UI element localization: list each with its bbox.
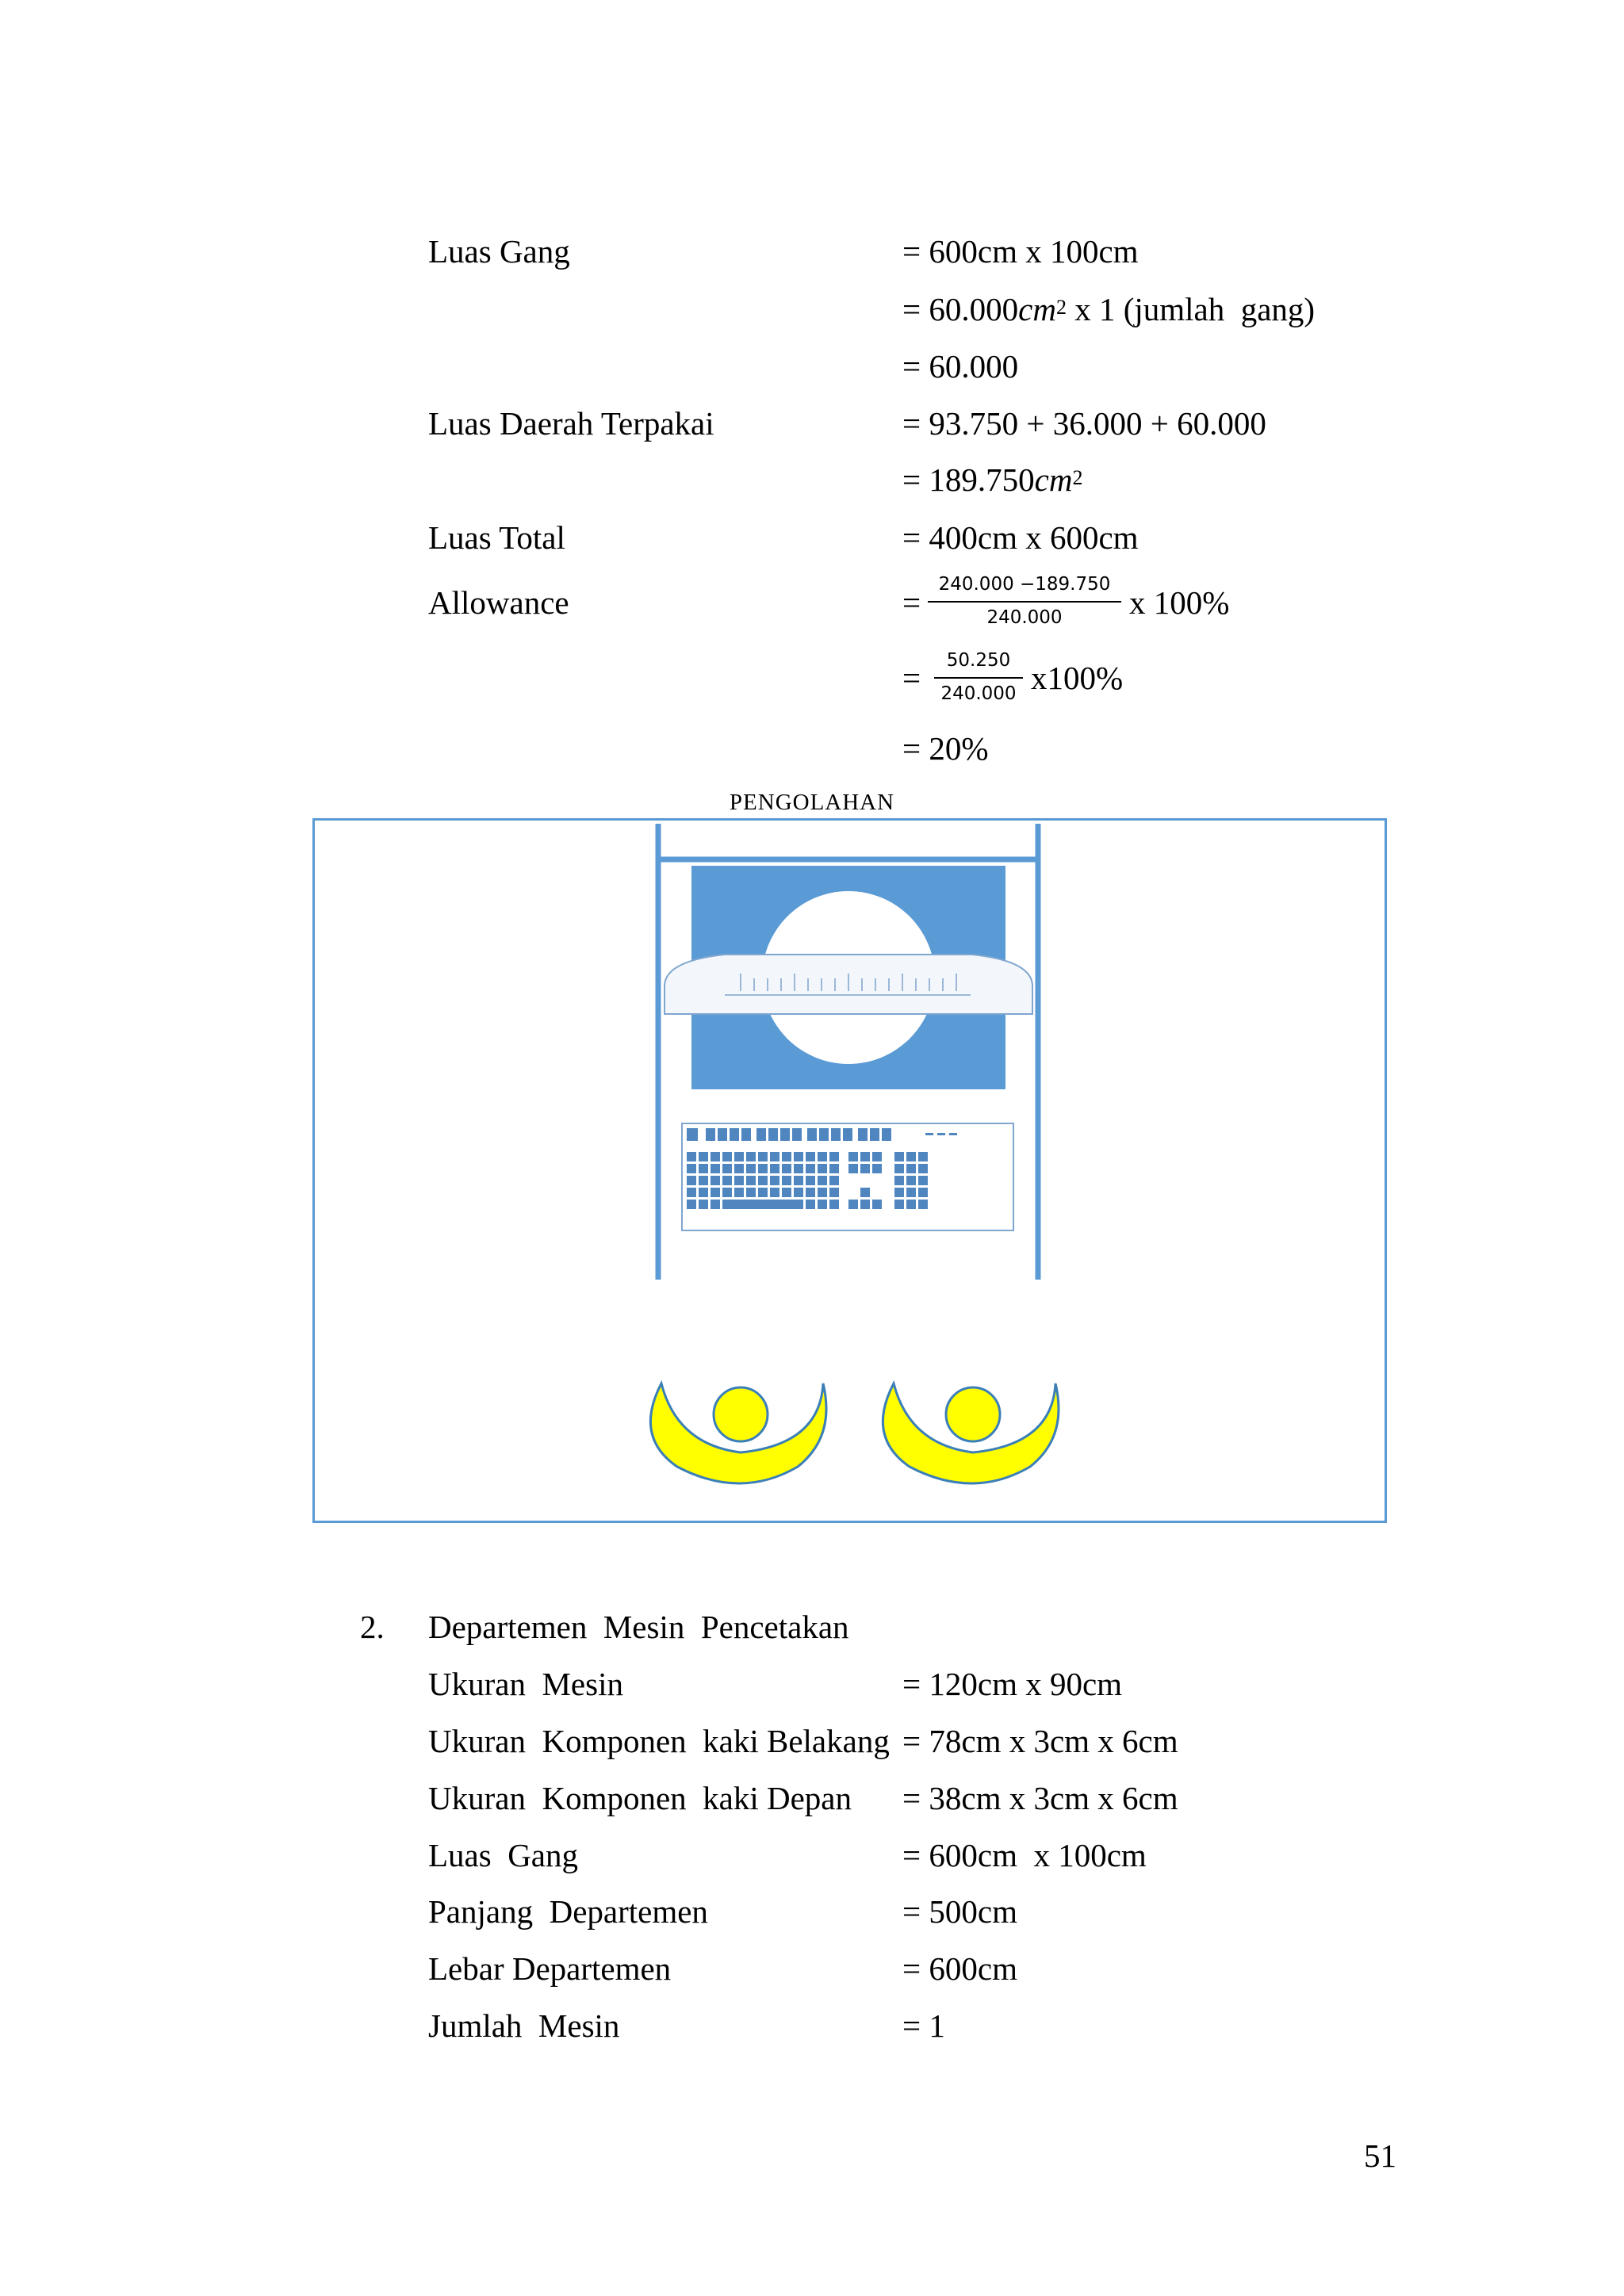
luas-daerah-line2-unit: cm [1034,461,1073,498]
luas-gang-line2-multiplier: x 1 (jumlah gang) [1066,291,1316,327]
allowance-result: = 20% [902,730,989,767]
luas-total-label: Luas Total [428,519,565,556]
row-label: Jumlah Mesin [428,2007,620,2044]
luas-total-value: = 400cm x 600cm [902,519,1139,556]
row-label: Luas Gang [428,1837,579,1873]
luas-daerah-line2-number: = 189.750 [902,461,1035,498]
luas-daerah-label: Luas Daerah Terpakai [428,405,714,442]
luas-gang-value: = 600cm x 100cm [902,233,1139,270]
luas-daerah-value: = 93.750 + 36.000 + 60.000 [902,405,1266,442]
luas-gang-line2-exponent: 2 [1055,296,1067,319]
operator-icon-right [883,1383,1059,1483]
operator-icon-left [650,1383,826,1483]
allowance-fraction-2-numerator: 50.250 [946,650,1011,671]
row-label: Ukuran Mesin [428,1666,623,1702]
allowance-fraction-1-denominator: 240.000 [986,607,1063,628]
allowance-fraction-1-numerator: 240.000 −189.750 [938,574,1111,595]
allowance-fraction-1 [928,574,1121,637]
row-value: = 38cm x 3cm x 6cm [902,1780,1178,1816]
row-value: = 500cm [902,1893,1017,1930]
luas-gang-line2 [902,293,1315,326]
row-label: Lebar Departemen [428,1950,672,1987]
row-value: = 600cm [902,1950,1017,1987]
luas-gang-label: Luas Gang [428,233,570,270]
luas-gang-line3: = 60.000 [902,348,1019,385]
allowance-equals-2: = [902,660,921,696]
allowance-fraction-2 [934,650,1023,714]
section-2-number: 2. [360,1609,385,1645]
luas-daerah-line2 [902,461,1083,498]
allowance-equals: = [902,584,921,621]
luas-gang-line2-number: = 60.000 [902,291,1019,327]
row-value: = 120cm x 90cm [902,1666,1123,1702]
keyboard [682,1123,1013,1230]
fraction-bar [934,677,1023,679]
allowance-multiplier-1: x 100% [1129,584,1230,621]
luas-daerah-line2-exponent: 2 [1072,466,1083,489]
monitor [665,866,1032,1089]
row-value: = 1 [902,2007,945,2044]
allowance-fraction-2-denominator: 240.000 [940,683,1017,704]
row-label: Panjang Departemen [428,1893,708,1930]
fraction-bar [928,601,1121,603]
workstation-layout-figure [312,818,1387,1523]
luas-gang-line2-unit: cm [1018,291,1056,327]
row-value: = 600cm x 100cm [902,1837,1147,1873]
section-2-title: Departemen Mesin Pencetakan [428,1609,849,1645]
allowance-multiplier-2: x100% [1031,660,1124,696]
page-number: 51 [1364,2137,1396,2174]
row-label: Ukuran Komponen kaki Belakang [428,1723,890,1759]
row-value: = 78cm x 3cm x 6cm [902,1723,1178,1759]
figure-caption: PENGOLAHAN [729,790,895,815]
row-label: Ukuran Komponen kaki Depan [428,1780,852,1816]
allowance-label: Allowance [428,584,569,621]
workstation-illustration [312,818,1387,1523]
